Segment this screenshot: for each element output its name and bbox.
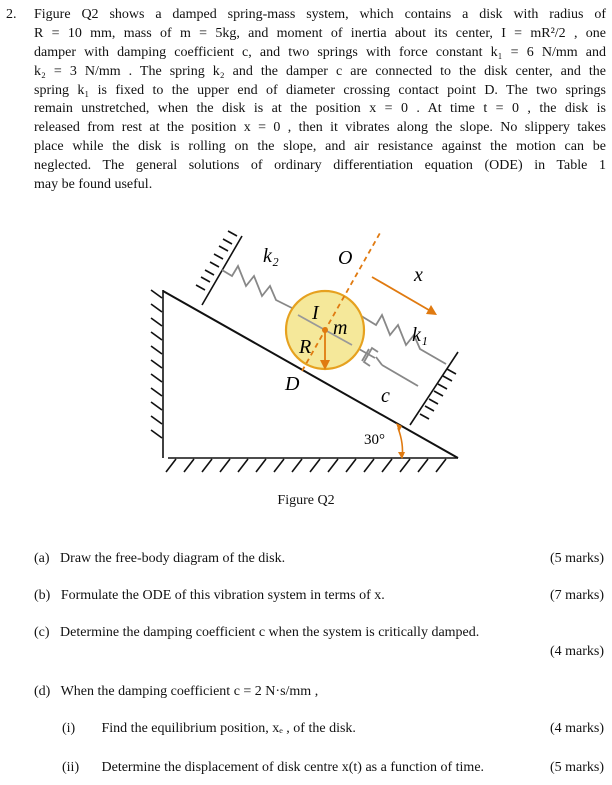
label-O: O [338, 247, 353, 269]
x-direction-arrow [372, 277, 434, 313]
question-line: spring k₁ is fixed to the upper end of diameter crossing contact point D. The two springs [34, 82, 606, 98]
spring-k2 [222, 266, 300, 312]
subpart-i [62, 721, 356, 737]
label-c: c [381, 385, 390, 407]
part-d [34, 684, 318, 700]
subpart-text: Determine the displacement of disk centre x(t) as a function of time. [101, 760, 485, 775]
subpart-label: (ii) [62, 760, 80, 775]
part-b [34, 588, 385, 604]
part-c-marks: (4 marks) [549, 644, 604, 659]
label-k2: k₂ [263, 245, 279, 267]
question-line: R = 10 mm, mass of m = 5kg, and moment of inertia about its center, I = mR²/2 , one [34, 25, 606, 41]
question-line: damper with damping coefficient c, and two springs with force constant k₁ = 6 N/mm and [34, 44, 606, 60]
part-label: (d) [34, 684, 51, 699]
question-line: released from rest at the position x = 0 , then it vibrates along the slope. No slippery takes [34, 120, 606, 136]
part-text: When the damping coefficient c = 2 N·s/mm , [60, 684, 319, 699]
disk-center [322, 327, 328, 333]
label-D: D [285, 373, 300, 395]
part-label: (b) [34, 588, 51, 603]
part-label: (a) [34, 551, 50, 566]
question-line: remain unstretched, when the disk is at the position x = 0 . At time t = 0 , the disk is [34, 101, 606, 117]
label-angle: 30° [364, 432, 385, 448]
subpart-text: Find the equilibrium position, xₑ , of the disk. [101, 721, 356, 736]
question-line: place while the disk is rolling on the slope, and air resistance against the motion can be [34, 139, 606, 155]
right-support [410, 352, 458, 425]
figure-q2 [150, 228, 470, 478]
left-wall [151, 290, 163, 458]
figure-caption: Figure Q2 [277, 493, 335, 508]
question-line: k₂ = 3 N/mm . The spring k₂ and the damper c are connected to the disk center, and the [34, 63, 606, 79]
part-a [34, 551, 285, 567]
part-c [34, 625, 479, 641]
part-a-marks: (5 marks) [549, 551, 604, 566]
question-line: neglected. The general solutions of ordinary differentiation equation (ODE) in Table 1 [34, 158, 606, 174]
question-number: 2. [6, 7, 17, 22]
part-text: Formulate the ODE of this vibration system in terms of x. [60, 588, 385, 603]
part-text: Draw the free-body diagram of the disk. [60, 551, 286, 566]
ground [166, 458, 458, 472]
label-x: x [414, 264, 423, 286]
subpart-ii [62, 760, 484, 776]
subpart-ii-marks: (5 marks) [549, 760, 604, 775]
left-support [196, 231, 242, 305]
label-m: m [333, 317, 348, 339]
part-b-marks: (7 marks) [549, 588, 604, 603]
question-line: may be found useful. [34, 177, 153, 193]
subpart-i-marks: (4 marks) [549, 721, 604, 736]
label-k1: k₁ [412, 324, 428, 346]
label-R: R [299, 336, 312, 358]
part-label: (c) [34, 625, 50, 640]
part-text: Determine the damping coefficient c when the system is critically damped. [60, 625, 480, 640]
question-paragraph [34, 6, 606, 195]
label-I: I [312, 302, 319, 324]
question-line: Figure Q2 shows a damped spring-mass system, which contains a disk with radius of [34, 7, 606, 22]
subpart-label: (i) [62, 721, 76, 736]
